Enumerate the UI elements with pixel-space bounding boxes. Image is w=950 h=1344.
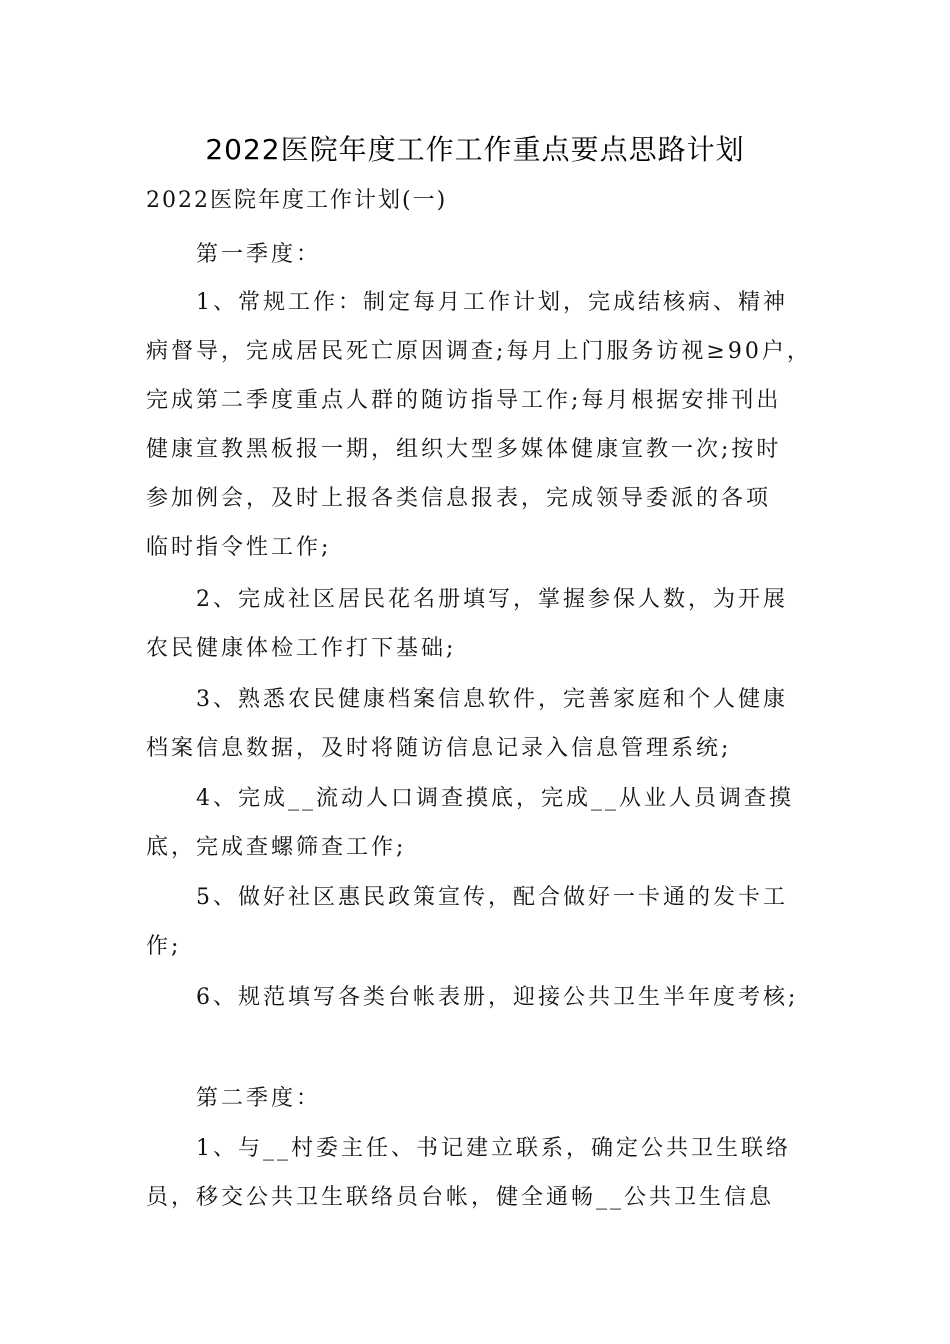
- q1-item5-line: 作;: [146, 934, 182, 959]
- q2-heading: 第二季度：: [196, 1086, 322, 1111]
- document-subtitle: 2022医院年度工作计划(一): [146, 188, 448, 213]
- q1-item2-line: 农民健康体检工作打下基础;: [146, 636, 457, 661]
- q1-item5-line: 5、做好社区惠民政策宣传，配合做好一卡通的发卡工: [196, 885, 788, 910]
- q1-item1-line: 病督导，完成居民死亡原因调查;每月上门服务访视≥90户，: [146, 339, 812, 364]
- q1-item6-line: 6、规范填写各类台帐表册，迎接公共卫生半年度考核;: [196, 985, 799, 1010]
- q1-item4-line: 4、完成__流动人口调查摸底，完成__从业人员调查摸: [196, 786, 794, 811]
- q1-item4-line: 底，完成查螺筛查工作;: [146, 835, 407, 860]
- q1-item1-line: 健康宣教黑板报一期，组织大型多媒体健康宣教一次;按时: [146, 437, 782, 462]
- q1-item3-line: 3、熟悉农民健康档案信息软件，完善家庭和个人健康: [196, 687, 788, 712]
- q2-item1-line: 员，移交公共卫生联络员台帐，健全通畅__公共卫生信息: [146, 1185, 775, 1210]
- q1-item3-line: 档案信息数据，及时将随访信息记录入信息管理系统;: [146, 736, 732, 761]
- q1-heading: 第一季度：: [196, 242, 322, 267]
- document-title: 2022医院年度工作工作重点要点思路计划: [205, 133, 745, 166]
- q1-item1-line: 临时指令性工作;: [146, 535, 332, 560]
- q2-item1-line: 1、与__村委主任、书记建立联系，确定公共卫生联络: [196, 1136, 791, 1161]
- q1-item2-line: 2、完成社区居民花名册填写，掌握参保人数，为开展: [196, 587, 788, 612]
- q1-item1-line: 完成第二季度重点人群的随访指导工作;每月根据安排刊出: [146, 388, 782, 413]
- q1-item1-line: 参加例会，及时上报各类信息报表，完成领导委派的各项: [146, 486, 772, 511]
- q1-item1-line: 1、常规工作：制定每月工作计划，完成结核病、精神: [196, 290, 788, 315]
